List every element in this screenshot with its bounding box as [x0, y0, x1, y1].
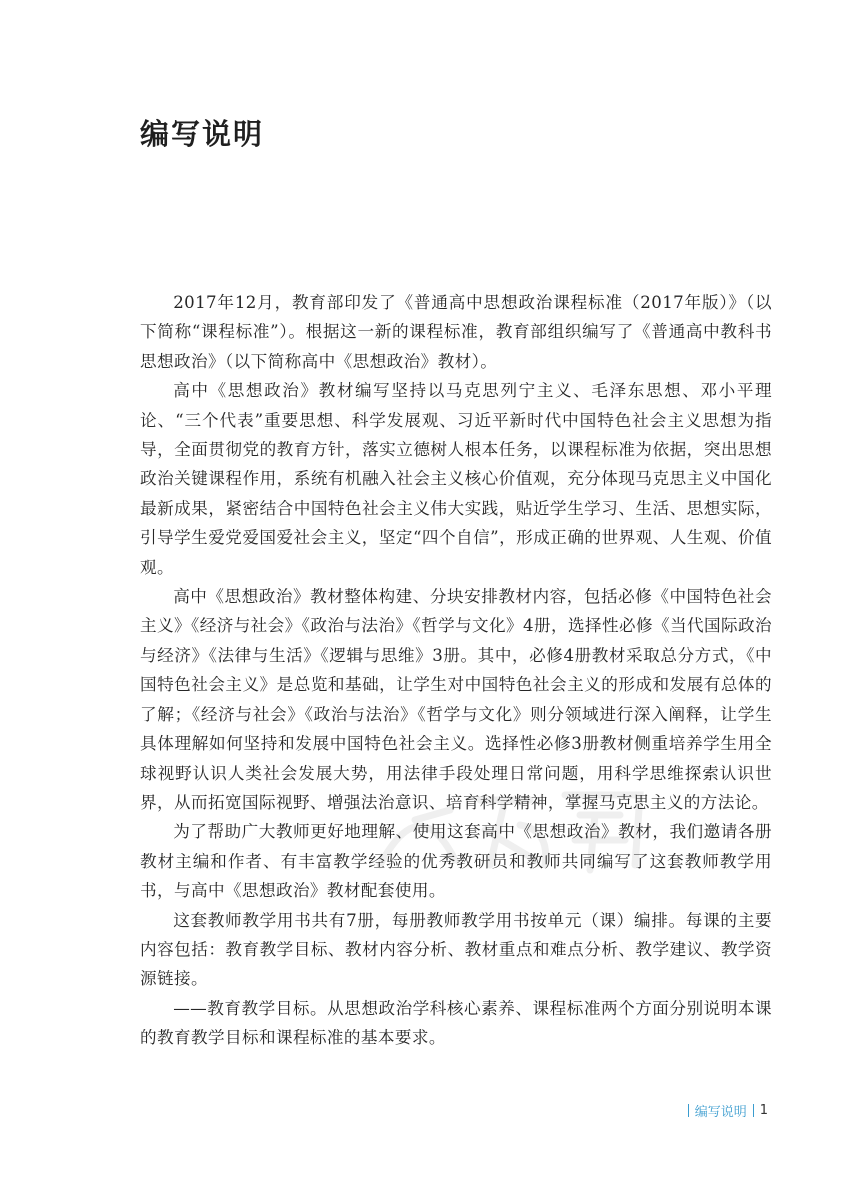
paragraph-1: 2017年12月，教育部印发了《普通高中思想政治课程标准（2017年版）》（以下简称“课程标准”）。根据这一新的课程标准，教育部组织编写了《普通高中教科书 思想政治》（以下简称高中《思想政治》教材）。: [140, 293, 789, 371]
paragraph-5: 这套教师教学用书共有7册，每册教师教学用书按单元（课）编排。每课的主要内容包括：教育教学目标、教材内容分析、教材重点和难点分析、教学建议、教学资源链接。: [140, 910, 772, 989]
page-number: 1: [759, 1103, 768, 1118]
footer-divider-right: [753, 1104, 754, 1117]
page-footer: [682, 1101, 768, 1120]
body-text: [140, 288, 789, 1053]
paragraph-3: 高中《思想政治》教材整体构建、分块安排教材内容，包括必修《中国特色社会主义》《经济与社会》《政治与法治》《哲学与文化》4册，选择性必修《当代国际政治与经济》《法律与生活》《逻辑与思维》3册。其中，必修4册教材采取总分方式，《中国特色社会主义》是总览和基础，让学生对中国特色社会主义的形成和发展有总体的了解；《经济与社会》《政治与法治》《哲学与文化》则分领域进行深入阐释，让学生具体理解如何坚持和发展中国特色社会主义。选择性必修3册教材侧重培养学生用全球视野认识人类社会发展大势，用法律手段处理日常问题，用科学思维探索认识世界，从而拓宽国际视野、增强法治意识、培育科学精神，掌握马克思主义的方法论。: [140, 587, 772, 812]
paragraph-2: 高中《思想政治》教材编写坚持以马克思列宁主义、毛泽东思想、邓小平理论、“三个代表”重要思想、科学发展观、习近平新时代中国特色社会主义思想为指导，全面贯彻党的教育方针，落实立德树人根本任务，以课程标准为依据，突出思想政治关键课程作用，系统有机融入社会主义核心价值观，充分体现马克思主义中国化最新成果，紧密结合中国特色社会主义伟大实践，贴近学生学习、生活、思想实际，引导学生爱党爱国爱社会主义，坚定“四个自信”，形成正确的世界观、人生观、价值观。: [140, 381, 772, 577]
footer-divider-left: [688, 1104, 689, 1117]
footer-section-label: 编写说明: [694, 1105, 747, 1120]
page-title: 编写说明: [140, 117, 265, 151]
paragraph-6: ——教育教学目标。从思想政治学科核心素养、课程标准两个方面分别说明本课的教育教学目标和课程标准的基本要求。: [140, 998, 772, 1048]
paragraph-4: 为了帮助广大教师更好地理解、使用这套高中《思想政治》教材，我们邀请各册教材主编和作者、有丰富教学经验的优秀教研员和教师共同编写了这套教师教学用书，与高中《思想政治》教材配套使用。: [140, 822, 772, 901]
